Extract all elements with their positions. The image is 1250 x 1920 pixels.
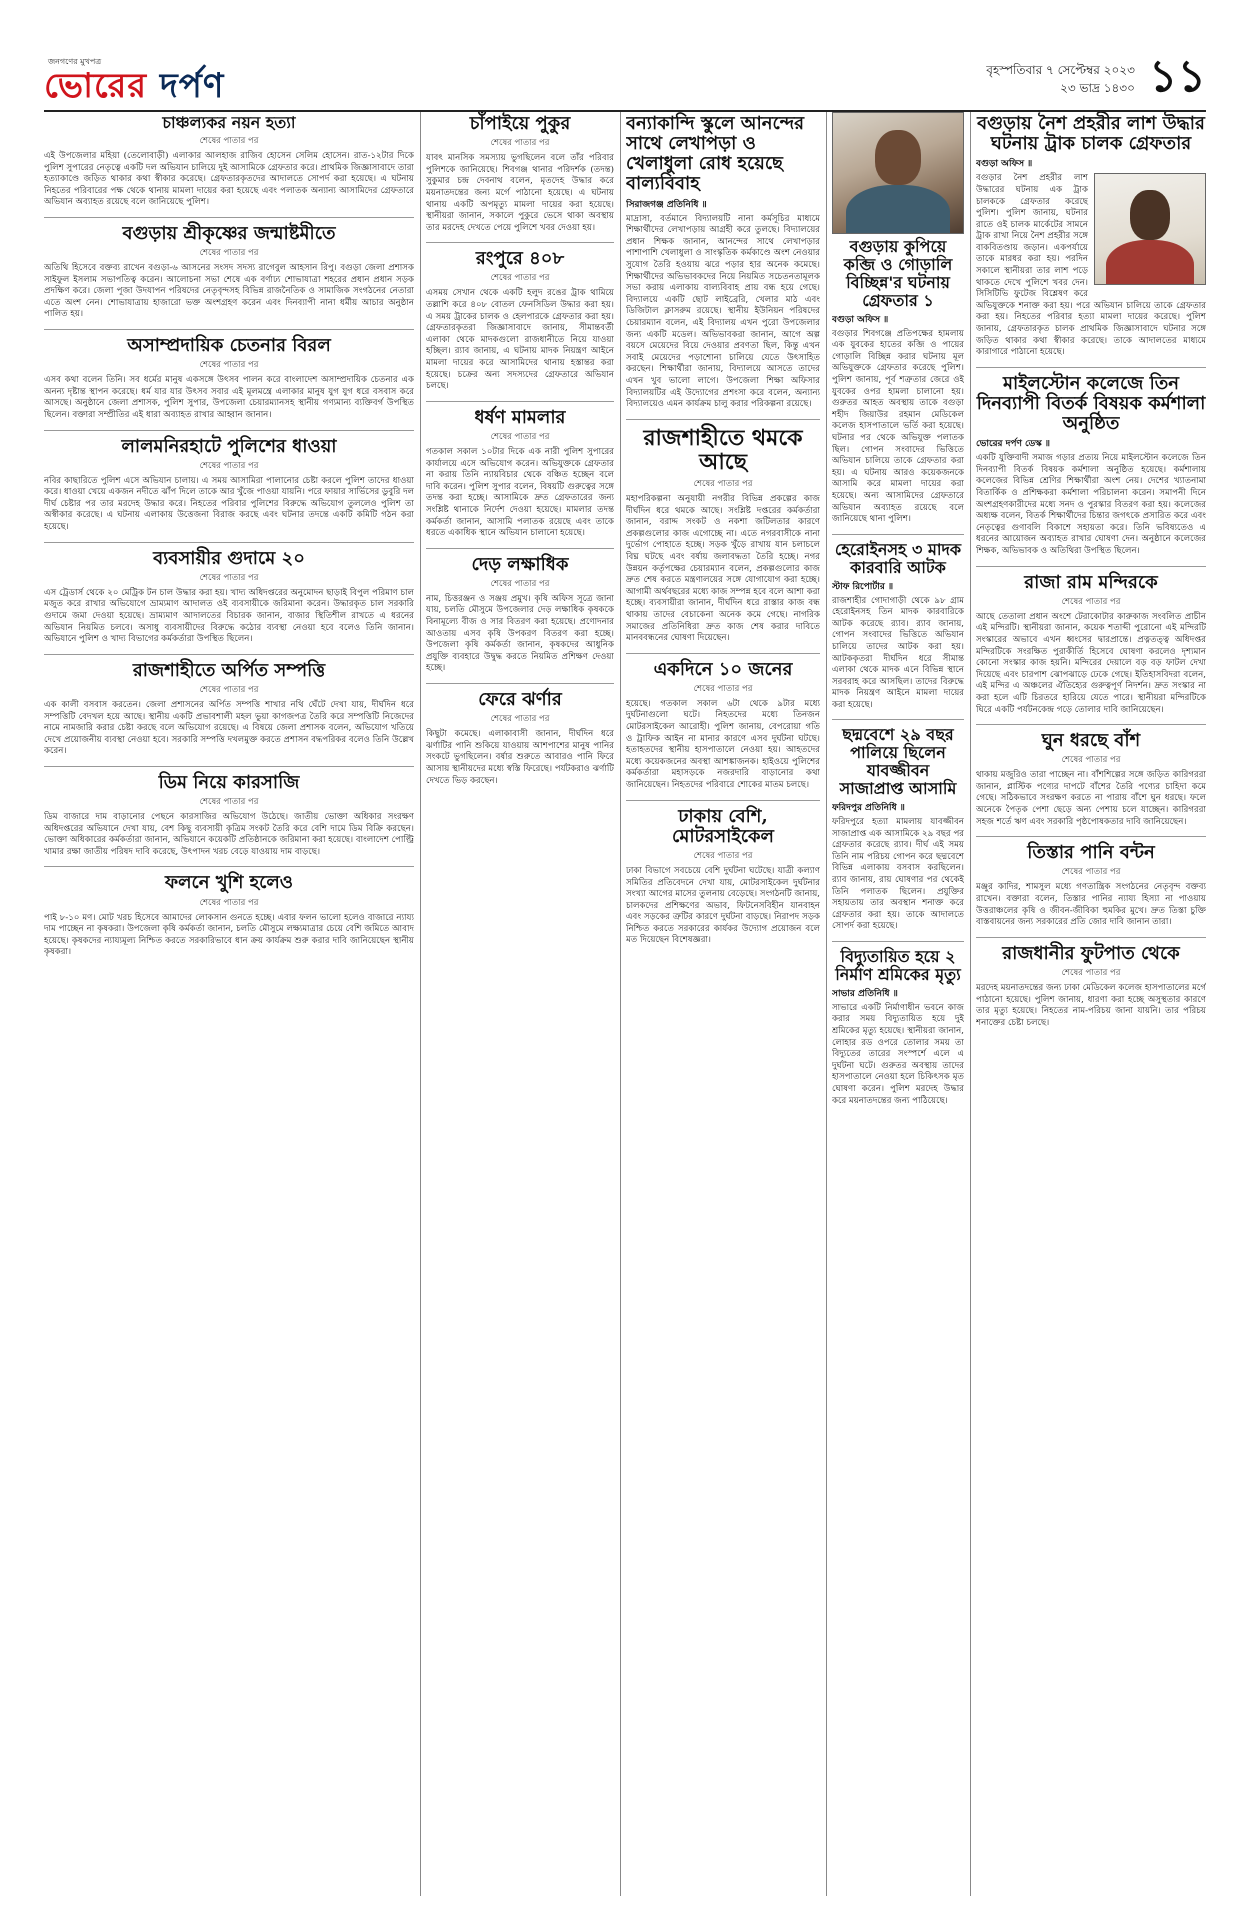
story-byline: ফরিদপুর প্রতিনিধি ॥	[832, 803, 905, 814]
story-headline: বিদ্যুতায়িত হয়ে ২ নির্মাণ শ্রমিকের মৃত্যু	[835, 947, 961, 984]
divider	[976, 566, 1206, 567]
story-headline: একদিনে ১০ জনের	[653, 658, 793, 680]
continued-label: শেষের পাতার পর	[490, 714, 550, 725]
divider	[976, 367, 1206, 368]
continued-label: শেষের পাতার পর	[199, 684, 259, 695]
story-headline: হেরোইনসহ ৩ মাদক কারবারি আটক	[834, 539, 962, 577]
divider	[832, 534, 964, 535]
story-body: কিছুটা কমেছে। এলাকাবাসী জানান, দীর্ঘদিন ধরে ঝর্ণাটির পানি শুকিয়ে যাওয়ায় আশপাশের মানুষ পানির সংকটে ভুগছিলেন। বর্ষার শুরুতে আবারও পানি ফিরে আসায় স্থানীয়দের মধ্যে স্বস্তি ফিরেছে। পর্যটকরাও ঝর্ণাটি দেখতে ভিড় করছেন।	[426, 729, 614, 786]
story-byline: সাভার প্রতিনিধি ॥	[832, 988, 898, 999]
photo-truck-driver	[1094, 173, 1206, 285]
story-body: এই উপজেলার মহিয়া (তেলোবাড়ী) এলাকার আলহাজ রাজিব হোসেন সেলিম হোসেন। রাত-১২টার দিকে পুলিশ সুপারের নেতৃত্বে একটি দল অভিযান চালিয়ে দুই আসামিকে গ্রেফতার করে। প্রাথমিক জিজ্ঞাসাবাদে তারা হত্যাকাণ্ডে জড়িত থাকার কথা স্বীকার করেছে। গ্রেফতারকৃতদের আদালতে সোপর্দ করা হয়েছে। এ ঘটনায় নিহতের পরিবারের পক্ষ থেকে থানায় মামলা দায়ের করা হয়েছে এবং পলাতক অন্যান্য আসামিদের গ্রেফতারে অভিযান অব্যাহত রয়েছে বলে জানিয়েছে পুলিশ।	[44, 150, 414, 208]
divider	[426, 683, 614, 684]
story-headline: বন্যাকান্দি স্কুলে আনন্দের সাথে লেখাপড়া ও খেলাধুলা রোধ হয়েছে বাল্যবিবাহ	[626, 113, 805, 195]
divider	[426, 242, 614, 243]
continued-label: শেষের পাতার পর	[490, 273, 550, 284]
columns-area	[44, 112, 1206, 1896]
story-heroin	[832, 541, 964, 712]
story-bonnakandi-school	[626, 114, 820, 411]
story-headline: বগুড়ায় শ্রীকৃষ্ণের জন্মাষ্টমীতে	[122, 222, 336, 244]
story-body: থাকায় মজুরিও তারা পাচ্ছেন না। বাঁশশিল্পের সঙ্গে জড়িত কারিগররা জানান, প্লাস্টিক পণ্যের দাপটে বাঁশের তৈরি পণ্যের চাহিদা কমে গেছে। সঠিকভাবে সংরক্ষণ করতে না পারায় বাঁশে ঘুন ধরছে। ফলে অনেকে পৈতৃক পেশা ছেড়ে অন্য পেশায় চলে যাচ্ছেন। কারিগররা সহজ শর্তে ঋণ এবং সরকারি পৃষ্ঠপোষকতার দাবি জানিয়েছেন।	[976, 770, 1206, 827]
divider	[976, 937, 1206, 938]
story-headline: তিস্তার পানি বন্টন	[1027, 842, 1155, 864]
continued-label: শেষের পাতার পর	[490, 138, 550, 149]
continued-label: শেষের পাতার পর	[1061, 867, 1121, 878]
masthead-right	[986, 43, 1206, 116]
story-body: এস ট্রেডার্স থেকে ২০ মেট্রিক টন চাল উদ্ধার করা হয়। খাদ্য অধিদপ্তরের অনুমোদন ছাড়াই বিপুল পরিমাণ চাল মজুত করে রাখার অভিযোগে ভ্রাম্যমাণ আদালত ওই ব্যবসায়ীকে জরিমানা করেন। উদ্ধারকৃত চাল সরকারি গুদামে জমা দেওয়া হয়েছে। ভ্রাম্যমাণ আদালতের বিচারক জানান, বাজার স্থিতিশীল রাখতে এ ধরনের অভিযান নিয়মিত চলবে। অসাধু ব্যবসায়ীদের বিরুদ্ধে কঠোর ব্যবস্থা নেওয়া হবে বলেও তিনি জানান। অভিযানে পুলিশ ও খাদ্য বিভাগের কর্মকর্তারা উপস্থিত ছিলেন।	[44, 587, 414, 645]
date-bangla: ২৩ ভাদ্র ১৪৩০	[1060, 81, 1135, 95]
divider	[426, 548, 614, 549]
story-milestone-college	[976, 374, 1206, 558]
story-rangpur-408	[426, 249, 614, 393]
divider	[44, 866, 414, 867]
story-ten-in-one-day	[626, 660, 820, 792]
divider	[44, 766, 414, 767]
continued-label: শেষের পাতার পর	[199, 897, 259, 908]
column-rule	[620, 112, 621, 1896]
story-headline: লালমনিরহাটে পুলিশের ধাওয়া	[121, 435, 337, 457]
story-headline: চাঞ্চল্যকর নয়ন হত্যা	[162, 113, 296, 132]
story-vested-property	[44, 661, 414, 758]
story-janmashtami	[44, 224, 414, 321]
story-body: বগুড়ার শিবগঞ্জে প্রতিপক্ষের হামলায় এক যুবকের হাতের কব্জি ও পায়ের গোড়ালি বিচ্ছিন্ন করার ঘটনায় মূল অভিযুক্তকে গ্রেফতার করেছে পুলিশ। পুলিশ জানায়, পূর্ব শত্রুতার জেরে ওই যুবকের ওপর হামলা চালানো হয়। গুরুতর আহত অবস্থায় তাকে বগুড়া শহীদ জিয়াউর রহমান মেডিকেল কলেজ হাসপাতালে ভর্তি করা হয়েছে। ঘটনার পর থেকে অভিযুক্ত পলাতক ছিল। গোপন সংবাদের ভিত্তিতে অভিযান চালিয়ে তাকে গ্রেফতার করা হয়। এ ঘটনায় আরও কয়েকজনকে আসামি করে মামলা দায়ের করা হয়েছে। অন্য আসামিদের গ্রেফতারে অভিযান অব্যাহত রয়েছে বলে জানিয়েছে থানা পুলিশ।	[832, 328, 964, 525]
date-gregorian: বৃহস্পতিবার ৭ সেপ্টেম্বর ২০২৩	[986, 63, 1135, 77]
story-electrocution	[832, 948, 964, 1107]
continued-label: শেষের পাতার পর	[199, 135, 259, 146]
divider	[426, 401, 614, 402]
divider	[626, 800, 820, 801]
story-body: ফরিদপুরে হত্যা মামলায় যাবজ্জীবন সাজাপ্রাপ্ত এক আসামিকে ২৯ বছর পর গ্রেফতার করেছে র‍্যাব। দীর্ঘ এই সময় তিনি নাম পরিচয় গোপন করে ছদ্মবেশে বিভিন্ন এলাকায় বসবাস করছিলেন। র‍্যাব জানায়, রায় ঘোষণার পর থেকেই তিনি পলাতক ছিলেন। প্রযুক্তির সহায়তায় তার অবস্থান শনাক্ত করে গ্রেফতার করা হয়। তাকে আদালতে সোপর্দ করা হয়েছে।	[832, 817, 964, 932]
story-capital-footpath	[976, 944, 1206, 1030]
story-warehouse-rice	[44, 549, 414, 646]
logo-wordmark	[44, 65, 225, 106]
story-headline: রাজশাহীতে থমকে আছে	[643, 424, 803, 476]
story-body: মাদ্রাসা, বর্তমানে বিদ্যালয়টি নানা কর্মসূচির মাধ্যমে শিক্ষার্থীদের লেখাপড়ায় আগ্রহী করে তুলছে। বিদ্যালয়ের প্রধান শিক্ষক জানান, আনন্দের সাথে লেখাপড়ার পাশাপাশি খেলাধুলা ও সাংস্কৃতিক কর্মকাণ্ডে অংশ নেওয়ার সুযোগ তৈরি হওয়ায় ঝরে পড়ার হার অনেক কমেছে। শিক্ষার্থীদের অভিভাবকদের নিয়ে নিয়মিত সচেতনতামূলক সভা করায় এলাকায় বাল্যবিবাহ প্রায় বন্ধ হয়ে গেছে। বিদ্যালয়ে একটি ছোট লাইব্রেরি, খেলার মাঠ এবং ডিজিটাল ক্লাসরুম রয়েছে। স্থানীয় ইউনিয়ন পরিষদের চেয়ারম্যান বলেন, এই বিদ্যালয় এখন পুরো উপজেলার জন্য একটি মডেল। অভিভাবকরা জানান, আগে অল্প বয়সে মেয়েদের বিয়ে দেওয়ার প্রবণতা ছিল, কিন্তু এখন সবাই মেয়েদের পড়াশোনা চালিয়ে যেতে উৎসাহিত করছেন। শিক্ষার্থীরা জানায়, বিদ্যালয়ে আসতে তাদের এখন খুব ভালো লাগে। উপজেলা শিক্ষা অফিসার বিদ্যালয়টির এই উদ্যোগের প্রশংসা করে বলেন, অন্যান্য বিদ্যালয়েও এমন কার্যক্রম চালু করার পরিকল্পনা রয়েছে।	[626, 213, 820, 410]
story-headline: রাজশাহীতে অর্পিত সম্পত্তি	[132, 659, 326, 681]
divider	[44, 329, 414, 330]
story-body: এসব কথা বলেন তিনি। সব ধর্মের মানুষ একসঙ্গে উৎসব পালন করে বাংলাদেশ অসাম্প্রদায়িক চেতনার এক অনন্য দৃষ্টান্ত স্থাপন করেছে। ধর্ম যার যার উৎসব সবার এই মূলমন্ত্রে এলাকার মানুষ যুগ যুগ ধরে বসবাস করে আসছে। অনুষ্ঠানে জেলা প্রশাসক, পুলিশ সুপার, উপজেলা চেয়ারম্যানসহ স্থানীয় গণ্যমান্য ব্যক্তিবর্গ উপস্থিত ছিলেন। বক্তারা সম্প্রীতির এই ধারা অব্যাহত রাখার আহ্বান জানান।	[44, 375, 414, 420]
story-headline: বগুড়ায় কুপিয়ে কব্জি ও গোড়ালি বিচ্ছিন্ন'র ঘটনায় গ্রেফতার ১	[843, 237, 953, 310]
continued-label: শেষের পাতার পর	[199, 360, 259, 371]
newspaper-logo	[44, 56, 225, 106]
continued-label: শেষের পাতার পর	[1061, 967, 1121, 978]
continued-label: শেষের পাতার পর	[693, 478, 753, 489]
story-nayan-murder	[44, 114, 414, 209]
continued-label: শেষের পাতার পর	[1061, 755, 1121, 766]
story-headline: রংপুরে ৪০৮	[475, 248, 565, 270]
story-body: এসময় সেখান থেকে একটি হলুদ রঙের ট্রাক থামিয়ে তল্লাশি করে ৪০৮ বোতল ফেনসিডিল উদ্ধার করা হয়। এ সময় ট্রাকের চালক ও হেলপারকে গ্রেফতার করা হয়। গ্রেফতারকৃতরা জিজ্ঞাসাবাদে জানায়, সীমান্তবর্তী এলাকা থেকে মাদকগুলো রাজধানীতে নিয়ে যাওয়া হচ্ছিল। র‍্যাব জানায়, এ ঘটনায় মাদক নিয়ন্ত্রণ আইনে মামলা দায়ের করে আসামিদের থানায় হস্তান্তর করা হয়েছে। চক্রের অন্য সদস্যদের গ্রেফতারে অভিযান চলছে।	[426, 288, 614, 392]
logo-word-second: দর্পণ	[159, 65, 225, 106]
story-lalmonirhat-police	[44, 437, 414, 534]
photo-head-shape	[875, 130, 922, 185]
story-bogura-wrist	[832, 238, 964, 526]
story-headline: ছদ্মবেশে ২৯ বছর পালিয়ে ছিলেন যাবজ্জীবন সাজাপ্রাপ্ত আসামি	[839, 725, 957, 799]
story-headline: চাঁপাইয়ে পুকুর	[469, 113, 571, 134]
story-body: ডিম বাজারে দাম বাড়ানোর পেছনে কারসাজির অভিযোগ উঠেছে। জাতীয় ভোক্তা অধিকার সংরক্ষণ অধিদপ্তরের অভিযানে দেখা যায়, বেশ কিছু ব্যবসায়ী কৃত্রিম সংকট তৈরি করে বেশি দামে ডিম বিক্রি করছেন। ভোক্তা অধিকারের কর্মকর্তারা জানান, অভিযানে কয়েকটি প্রতিষ্ঠানকে জরিমানা করা হয়েছে। বাংলাদেশ পোল্ট্রি খামার রক্ষা জাতীয় পরিষদ দাবি করেছে, উৎপাদন খরচ বেড়ে যাওয়ায় দাম বাড়ছে।	[44, 812, 414, 857]
column-5	[976, 112, 1206, 1896]
story-one-and-half-lakh	[426, 555, 614, 675]
story-disguise-29-years	[832, 726, 964, 933]
column-2	[426, 112, 614, 1896]
continued-label: শেষের পাতার পর	[490, 431, 550, 442]
story-body: নাম, চিত্তরঞ্জন ও সঞ্জয় প্রমুখ। কৃষি অফিস সূত্রে জানা যায়, চলতি মৌসুমে উপজেলার দেড় লক্ষাধিক কৃষককে বিনামূল্যে বীজ ও সার বিতরণ করা হয়েছে। প্রণোদনার আওতায় এসব কৃষি উপকরণ বিতরণ করা হচ্ছে। উপজেলা কৃষি কর্মকর্তা জানান, কৃষকদের আধুনিক প্রযুক্তি ব্যবহারে উদ্বুদ্ধ করতে নিয়মিত প্রশিক্ষণ দেওয়া হচ্ছে।	[426, 593, 614, 674]
story-dhaka-motorcycle	[626, 807, 820, 947]
story-body: অতিথি হিসেবে বক্তব্য রাখেন বগুড়া-৬ আসনের সংসদ সদস্য রাগেবুল আহসান রিপু। বগুড়া জেলা প্রশাসক সাইফুল ইসলাম সভাপতিত্ব করেন। আলোচনা সভা শেষে এক বর্ণাঢ্য শোভাযাত্রা শহরের প্রধান প্রধান সড়ক প্রদক্ষিণ করে। জেলা পূজা উদযাপন পরিষদের নেতৃবৃন্দসহ বিভিন্ন রাজনৈতিক ও সামাজিক সংগঠনের নেতারা এতে অংশ নেন। শোভাযাত্রায় হাজারো ভক্ত অংশগ্রহণ করেন এবং দিনব্যাপী নানা ধর্মীয় আচার অনুষ্ঠান পালিত হয়।	[44, 263, 414, 320]
story-byline: স্টাফ রিপোর্টার ॥	[832, 581, 894, 592]
story-body: ঢাকা বিভাগে সবচেয়ে বেশি দুর্ঘটনা ঘটেছে। যাত্রী কল্যাণ সমিতির প্রতিবেদনে দেখা যায়, মোটরসাইকেল দুর্ঘটনার সংখ্যা আগের মাসের তুলনায় বেড়েছে। সংগঠনটি জানায়, চালকদের প্রশিক্ষণের অভাব, ফিটনেসবিহীন যানবাহন এবং সড়কের ত্রুটির কারণে দুর্ঘটনা বাড়ছে। নিরাপদ সড়ক নিশ্চিত করতে সরকারের কার্যকর উদ্যোগ প্রয়োজন বলে মত দিয়েছেন বিশেষজ্ঞরা।	[626, 865, 820, 946]
story-byline: ভোরের দর্পণ ডেস্ক ॥	[976, 439, 1051, 450]
column-1	[44, 112, 414, 1896]
story-headline: ঢাকায় বেশি, মোটরসাইকেল	[672, 805, 774, 847]
continued-label: শেষের পাতার পর	[693, 850, 753, 861]
divider	[44, 542, 414, 543]
story-body: এক কালী বসবাস করতেন। জেলা প্রশাসনের অর্পিত সম্পত্তি শাখার নথি ঘেঁটে দেখা যায়, দীর্ঘদিন ধরে সম্পত্তিটি বেদখল হয়ে আছে। স্থানীয় একটি প্রভাবশালী মহল ভুয়া কাগজপত্র তৈরি করে সম্পত্তিটি নিজেদের নামে নামজারি করার চেষ্টা করছে বলে অভিযোগ রয়েছে। এ বিষয়ে জেলা প্রশাসক বলেন, অভিযোগ খতিয়ে দেখে প্রয়োজনীয় ব্যবস্থা নেওয়া হবে। সরকারি সম্পত্তি দখলমুক্ত করতে প্রশাসন বদ্ধপরিকর বলেও তিনি উল্লেখ করেন।	[44, 699, 414, 757]
story-body: যাবৎ মানসিক সমস্যায় ভুগছিলেন বলে তাঁর পরিবার পুলিশকে জানিয়েছে। শিবগঞ্জ থানার পরিদর্শক (তদন্ত) সুকুমার চন্দ্র দেবনাথ বলেন, মৃতদেহ উদ্ধার করে ময়নাতদন্তের জন্য মর্গে পাঠানো হয়েছে। এ ঘটনায় থানায় একটি অপমৃত্যু মামলা দায়ের করা হয়েছে। স্থানীয়রা জানান, সকালে পুকুরে ভেসে থাকা অবস্থায় তার মরদেহ দেখতে পেয়ে পুলিশে খবর দেওয়া হয়।	[426, 153, 614, 233]
story-byline: বগুড়া অফিস ॥	[832, 314, 889, 325]
story-body: মরদেহ ময়নাতদন্তের জন্য ঢাকা মেডিকেল কলেজ হাসপাতালের মর্গে পাঠানো হয়েছে। পুলিশ জানায়, ধারণা করা হচ্ছে অসুস্থতার কারণে তার মৃত্যু হয়েছে। নিহতের নাম-পরিচয় জানা যায়নি। তার পরিচয় শনাক্তের চেষ্টা চলছে।	[976, 982, 1206, 1028]
divider	[44, 217, 414, 218]
story-headline: ঘুন ধরছে বাঁশ	[1041, 730, 1141, 752]
story-headline: রাজা রাম মন্দিরকে	[1024, 571, 1158, 593]
story-body: গতকাল সকাল ১০টার দিকে এক নারী পুলিশ সুপারের কার্যালয়ে এসে অভিযোগ করেন। অভিযুক্তকে গ্রেফতার না করায় তিনি ন্যায়বিচার থেকে বঞ্চিত হচ্ছেন বলে দাবি করেন। পুলিশ সুপার বলেন, বিষয়টি গুরুত্বের সঙ্গে তদন্ত করা হচ্ছে। আসামিকে দ্রুত গ্রেফতারের জন্য সংশ্লিষ্ট থানাকে নির্দেশ দেওয়া হয়েছে। মামলার তদন্ত কর্মকর্তা জানান, আসামি পলাতক রয়েছে এবং তাকে ধরতে একাধিক স্থানে অভিযান চালানো হয়েছে।	[426, 446, 614, 539]
story-chapai-pond	[426, 114, 614, 234]
divider	[626, 419, 820, 420]
story-egg-manipulation	[44, 773, 414, 859]
page-number: ১১	[1148, 50, 1206, 102]
continued-label: শেষের পাতার পর	[490, 578, 550, 589]
story-body: পাই ৮-১০ মণ। মোট খরচ হিসেবে আমাদের লোকসান গুনতে হচ্ছে। এবার ফলন ভালো হলেও বাজারে ন্যায্য দাম পাচ্ছেন না কৃষকরা। উপজেলা কৃষি কর্মকর্তা জানান, চলতি মৌসুমে লক্ষ্যমাত্রার চেয়ে বেশি জমিতে আবাদ হয়েছে। কৃষকদের ন্যায্যমূল্য নিশ্চিত করতে সরকারিভাবে ধান ক্রয় কার্যক্রম শুরু করার দাবি জানিয়েছেন স্থানীয় কৃষকরা।	[44, 912, 414, 958]
story-body: বগুড়ার নৈশ প্রহরীর লাশ উদ্ধারের ঘটনায় এক ট্রাক চালককে গ্রেফতার করেছে পুলিশ। পুলিশ জানায়, ঘটনার রাতে ওই চালক মার্কেটের সামনে ট্রাক রাখা নিয়ে নৈশ প্রহরীর সঙ্গে বাকবিতণ্ডায় জড়ান। একপর্যায়ে তাকে মারধর করা হয়। পরদিন সকালে স্থানীয়রা তার লাশ পড়ে থাকতে দেখে পুলিশে খবর দেন। সিসিটিভি ফুটেজ বিশ্লেষণ করে অভিযুক্তকে শনাক্ত করা হয়। পরে অভিযান চালিয়ে তাকে গ্রেফতার করা হয়। নিহতের পরিবার হত্যা মামলা দায়ের করেছে। পুলিশ জানায়, গ্রেফতারকৃত চালক প্রাথমিক জিজ্ঞাসাবাদে ঘটনার সঙ্গে জড়িত থাকার কথা স্বীকার করেছে। তাকে আদালতের মাধ্যমে কারাগারে পাঠানো হয়েছে।	[976, 173, 1206, 358]
divider	[976, 724, 1206, 725]
story-headline: রাজধানীর ফুটপাত থেকে	[1002, 942, 1180, 964]
divider	[44, 430, 414, 431]
story-secular-spirit	[44, 336, 414, 422]
issue-dates	[986, 61, 1135, 97]
masthead	[44, 48, 1206, 112]
story-body: একটি যুক্তিবাদী সমাজ গড়ার প্রত্যয় নিয়ে মাইলস্টোন কলেজে তিন দিনব্যাপী বিতর্ক বিষয়ক কর্মশালা অনুষ্ঠিত হয়েছে। কর্মশালায় কলেজের বিভিন্ন শ্রেণির শিক্ষার্থীরা অংশ নেয়। দেশের খ্যাতনামা বিতার্কিক ও প্রশিক্ষকরা কর্মশালা পরিচালনা করেন। সমাপনী দিনে অংশগ্রহণকারীদের মধ্যে সনদ ও পুরস্কার বিতরণ করা হয়। কলেজের অধ্যক্ষ বলেন, বিতর্ক শিক্ষার্থীদের চিন্তার জগৎকে প্রসারিত করে এবং নেতৃত্বের গুণাবলি বিকাশে সহায়তা করে। তিনি ভবিষ্যতেও এ ধরনের আয়োজন অব্যাহত রাখার ঘোষণা দেন। অনুষ্ঠানে কলেজের শিক্ষক, অভিভাবক ও অতিথিরা উপস্থিত ছিলেন।	[976, 453, 1206, 557]
logo-tagline: জনগণের মুখপত্র	[48, 56, 102, 66]
divider	[626, 653, 820, 654]
continued-label: শেষের পাতার পর	[693, 683, 753, 694]
continued-label: শেষের পাতার পর	[1061, 596, 1121, 607]
continued-label: শেষের পাতার পর	[199, 460, 259, 471]
story-raja-ram-temple	[976, 573, 1206, 717]
continued-label: শেষের পাতার পর	[199, 797, 259, 808]
story-headline: বগুড়ায় নৈশ প্রহরীর লাশ উদ্ধার ঘটনায় ট্রাক চালক গ্রেফতার	[977, 113, 1205, 155]
story-waterfall	[426, 690, 614, 787]
story-headline: ধর্ষণ মামলার	[474, 406, 566, 428]
divider	[44, 654, 414, 655]
story-body: হয়েছে। গতকাল সকাল ৬টা থেকে ৯টার মধ্যে দুর্ঘটনাগুলো ঘটে। নিহতদের মধ্যে তিনজন মোটরসাইকেল আরোহী। পুলিশ জানায়, বেপরোয়া গতি ও ট্রাফিক আইন না মানার কারণে এসব দুর্ঘটনা ঘটছে। হতাহতদের স্থানীয় হাসপাতালে নেওয়া হয়। আহতদের মধ্যে কয়েকজনের অবস্থা আশঙ্কাজনক। হাইওয়ে পুলিশের কর্মকর্তারা মহাসড়কে নজরদারি বাড়ানোর কথা জানিয়েছেন। নিহতদের পরিবারে শোকের মাতম চলছে।	[626, 698, 820, 790]
photo-body-shape	[1106, 240, 1194, 285]
story-body: আছে তেতালা প্রধান অংশে টেরাকোটার কারুকাজ সংবলিত প্রাচীন এই মন্দিরটি। স্থানীয়রা জানান, কয়েক শতাব্দী পুরোনো এই মন্দিরটি সংস্কারের অভাবে এখন ধ্বংসের দ্বারপ্রান্তে। প্রত্নতত্ত্ব অধিদপ্তর মন্দিরটিকে সংরক্ষিত পুরাকীর্তি হিসেবে ঘোষণা করলেও দৃশ্যমান কোনো সংস্কার কাজ হয়নি। মন্দিরের দেয়ালে বড় বড় ফাটল দেখা দিয়েছে এবং চারপাশ ঝোপঝাড়ে ঢেকে গেছে। ইতিহাসবিদরা বলেন, এই মন্দির এ অঞ্চলের ঐতিহ্যের গুরুত্বপূর্ণ নিদর্শন। দ্রুত সংস্কার না করা হলে এটি চিরতরে হারিয়ে যেতে পারে। স্থানীয়রা মন্দিরটিকে ঘিরে একটি পর্যটনকেন্দ্র গড়ে তোলার দাবি জানিয়েছেন।	[976, 611, 1206, 715]
column-rule	[970, 112, 971, 1896]
column-3	[626, 112, 820, 1896]
story-bamboo	[976, 731, 1206, 828]
story-headline: ব্যবসায়ীর গুদামে ২০	[153, 547, 305, 569]
story-body: রাজশাহীর গোদাগাড়ী থেকে ৯৮ গ্রাম হেরোইনসহ তিন মাদক কারবারিকে আটক করেছে র‍্যাব। র‍্যাব জানায়, গোপন সংবাদের ভিত্তিতে অভিযান চালিয়ে তাদের আটক করা হয়। আটককৃতরা দীর্ঘদিন ধরে সীমান্ত এলাকা থেকে মাদক এনে বিভিন্ন স্থানে সরবরাহ করে আসছিল। তাদের বিরুদ্ধে মাদক নিয়ন্ত্রণ আইনে মামলা দায়ের করা হয়েছে।	[832, 595, 964, 710]
story-teesta-water	[976, 843, 1206, 929]
photo-arrested-man	[832, 112, 964, 234]
story-rape-case	[426, 408, 614, 540]
continued-label: শেষের পাতার পর	[199, 572, 259, 583]
story-body: মঞ্জুর কাদির, শামসুল মধ্যে গণতান্ত্রিক সংগঠনের নেতৃবৃন্দ বক্তব্য রাখেন। বক্তারা বলেন, তিস্তার পানির ন্যায্য হিস্যা না পাওয়ায় উত্তরাঞ্চলের কৃষি ও জীবন-জীবিকা হুমকির মুখে। দ্রুত তিস্তা চুক্তি বাস্তবায়নের জন্য সরকারের প্রতি জোর দাবি জানান তারা।	[976, 882, 1206, 928]
story-headline: ফেরে ঝর্ণার	[478, 689, 562, 711]
story-harvest	[44, 873, 414, 959]
story-body: নবির কাছারিতে পুলিশ এসে অভিযান চালায়। এ সময় আসামিরা পালানোর চেষ্টা করলে পুলিশ তাদের ধাওয়া করে। ধাওয়া খেয়ে একজন নদীতে ঝাঁপ দিলে তাকে আর খুঁজে পাওয়া যায়নি। পরে ফায়ার সার্ভিসের ডুবুরি দল দীর্ঘ চেষ্টার পর তার মরদেহ উদ্ধার করে। নিহতের পরিবার পুলিশের বিরুদ্ধে অভিযোগ তুললেও পুলিশ তা অস্বীকার করেছে। এ ঘটনায় এলাকায় উত্তেজনা বিরাজ করছে এবং ঘটনার তদন্তে একটি কমিটি গঠন করা হয়েছে।	[44, 475, 414, 533]
column-4	[832, 112, 964, 1896]
story-body: সাভারে একটি নির্মাণাধীন ভবনে কাজ করার সময় বিদ্যুতায়িত হয়ে দুই শ্রমিকের মৃত্যু হয়েছে। স্থানীয়রা জানান, লোহার রড ওপরে তোলার সময় তা বিদ্যুতের তারের সংস্পর্শে এলে এ দুর্ঘটনা ঘটে। গুরুতর অবস্থায় তাদের হাসপাতালে নেওয়া হলে চিকিৎসক মৃত ঘোষণা করেন। পুলিশ মরদেহ উদ্ধার করে ময়নাতদন্তের জন্য পাঠিয়েছে।	[832, 1002, 964, 1106]
story-headline: ফলনে খুশি হলেও	[164, 872, 294, 894]
story-headline: ডিম নিয়ে কারসাজি	[158, 771, 300, 793]
photo-head-shape	[1130, 190, 1170, 241]
divider	[832, 719, 964, 720]
story-byline: বগুড়া অফিস ॥	[976, 159, 1033, 170]
continued-label: শেষের পাতার পর	[199, 248, 259, 259]
photo-body-shape	[846, 185, 950, 234]
story-night-guard	[976, 114, 1206, 359]
story-headline: অসাম্প্রদায়িক চেতনার বিরল	[127, 335, 331, 356]
story-rajshahi-stalled	[626, 426, 820, 645]
logo-word-first: ভোরের	[44, 65, 148, 106]
story-body: মহাপরিকল্পনা অনুযায়ী নগরীর বিভিন্ন প্রকল্পের কাজ দীর্ঘদিন ধরে থমকে আছে। সংশ্লিষ্ট দপ্তরের কর্মকর্তারা জানান, বরাদ্দ সংকট ও নকশা জটিলতার কারণে প্রকল্পগুলোর কাজ এগোচ্ছে না। এতে নগরবাসীকে নানা দুর্ভোগ পোহাতে হচ্ছে। সড়ক খুঁড়ে রাখায় যান চলাচলে বিঘ্ন ঘটছে এবং বর্ষায় জলাবদ্ধতা তৈরি হচ্ছে। নগর উন্নয়ন কর্তৃপক্ষের চেয়ারম্যান বলেন, প্রকল্পগুলোর কাজ দ্রুত শেষ করতে মন্ত্রণালয়ের সঙ্গে যোগাযোগ করা হচ্ছে। আগামী অর্থবছরের মধ্যে কাজ সম্পন্ন হবে বলে আশা করা হচ্ছে। ব্যবসায়ীরা জানান, দীর্ঘদিন ধরে রাস্তার কাজ বন্ধ থাকায় তাদের বেচাকেনা অনেক কমে গেছে। নাগরিক সমাজের প্রতিনিধিরা দ্রুত কাজ শেষ করার দাবিতে মানববন্ধনের ঘোষণা দিয়েছেন।	[626, 493, 820, 644]
story-byline: সিরাজগঞ্জ প্রতিনিধি ॥	[626, 199, 707, 210]
divider	[832, 941, 964, 942]
divider	[976, 836, 1206, 837]
column-rule	[420, 112, 421, 1896]
story-headline: দেড় লক্ষাধিক	[471, 553, 569, 575]
story-headline: মাইলস্টোন কলেজে তিন দিনব্যাপী বিতর্ক বিষয়ক কর্মশালা অনুষ্ঠিত	[976, 372, 1206, 435]
column-rule	[826, 112, 827, 1896]
